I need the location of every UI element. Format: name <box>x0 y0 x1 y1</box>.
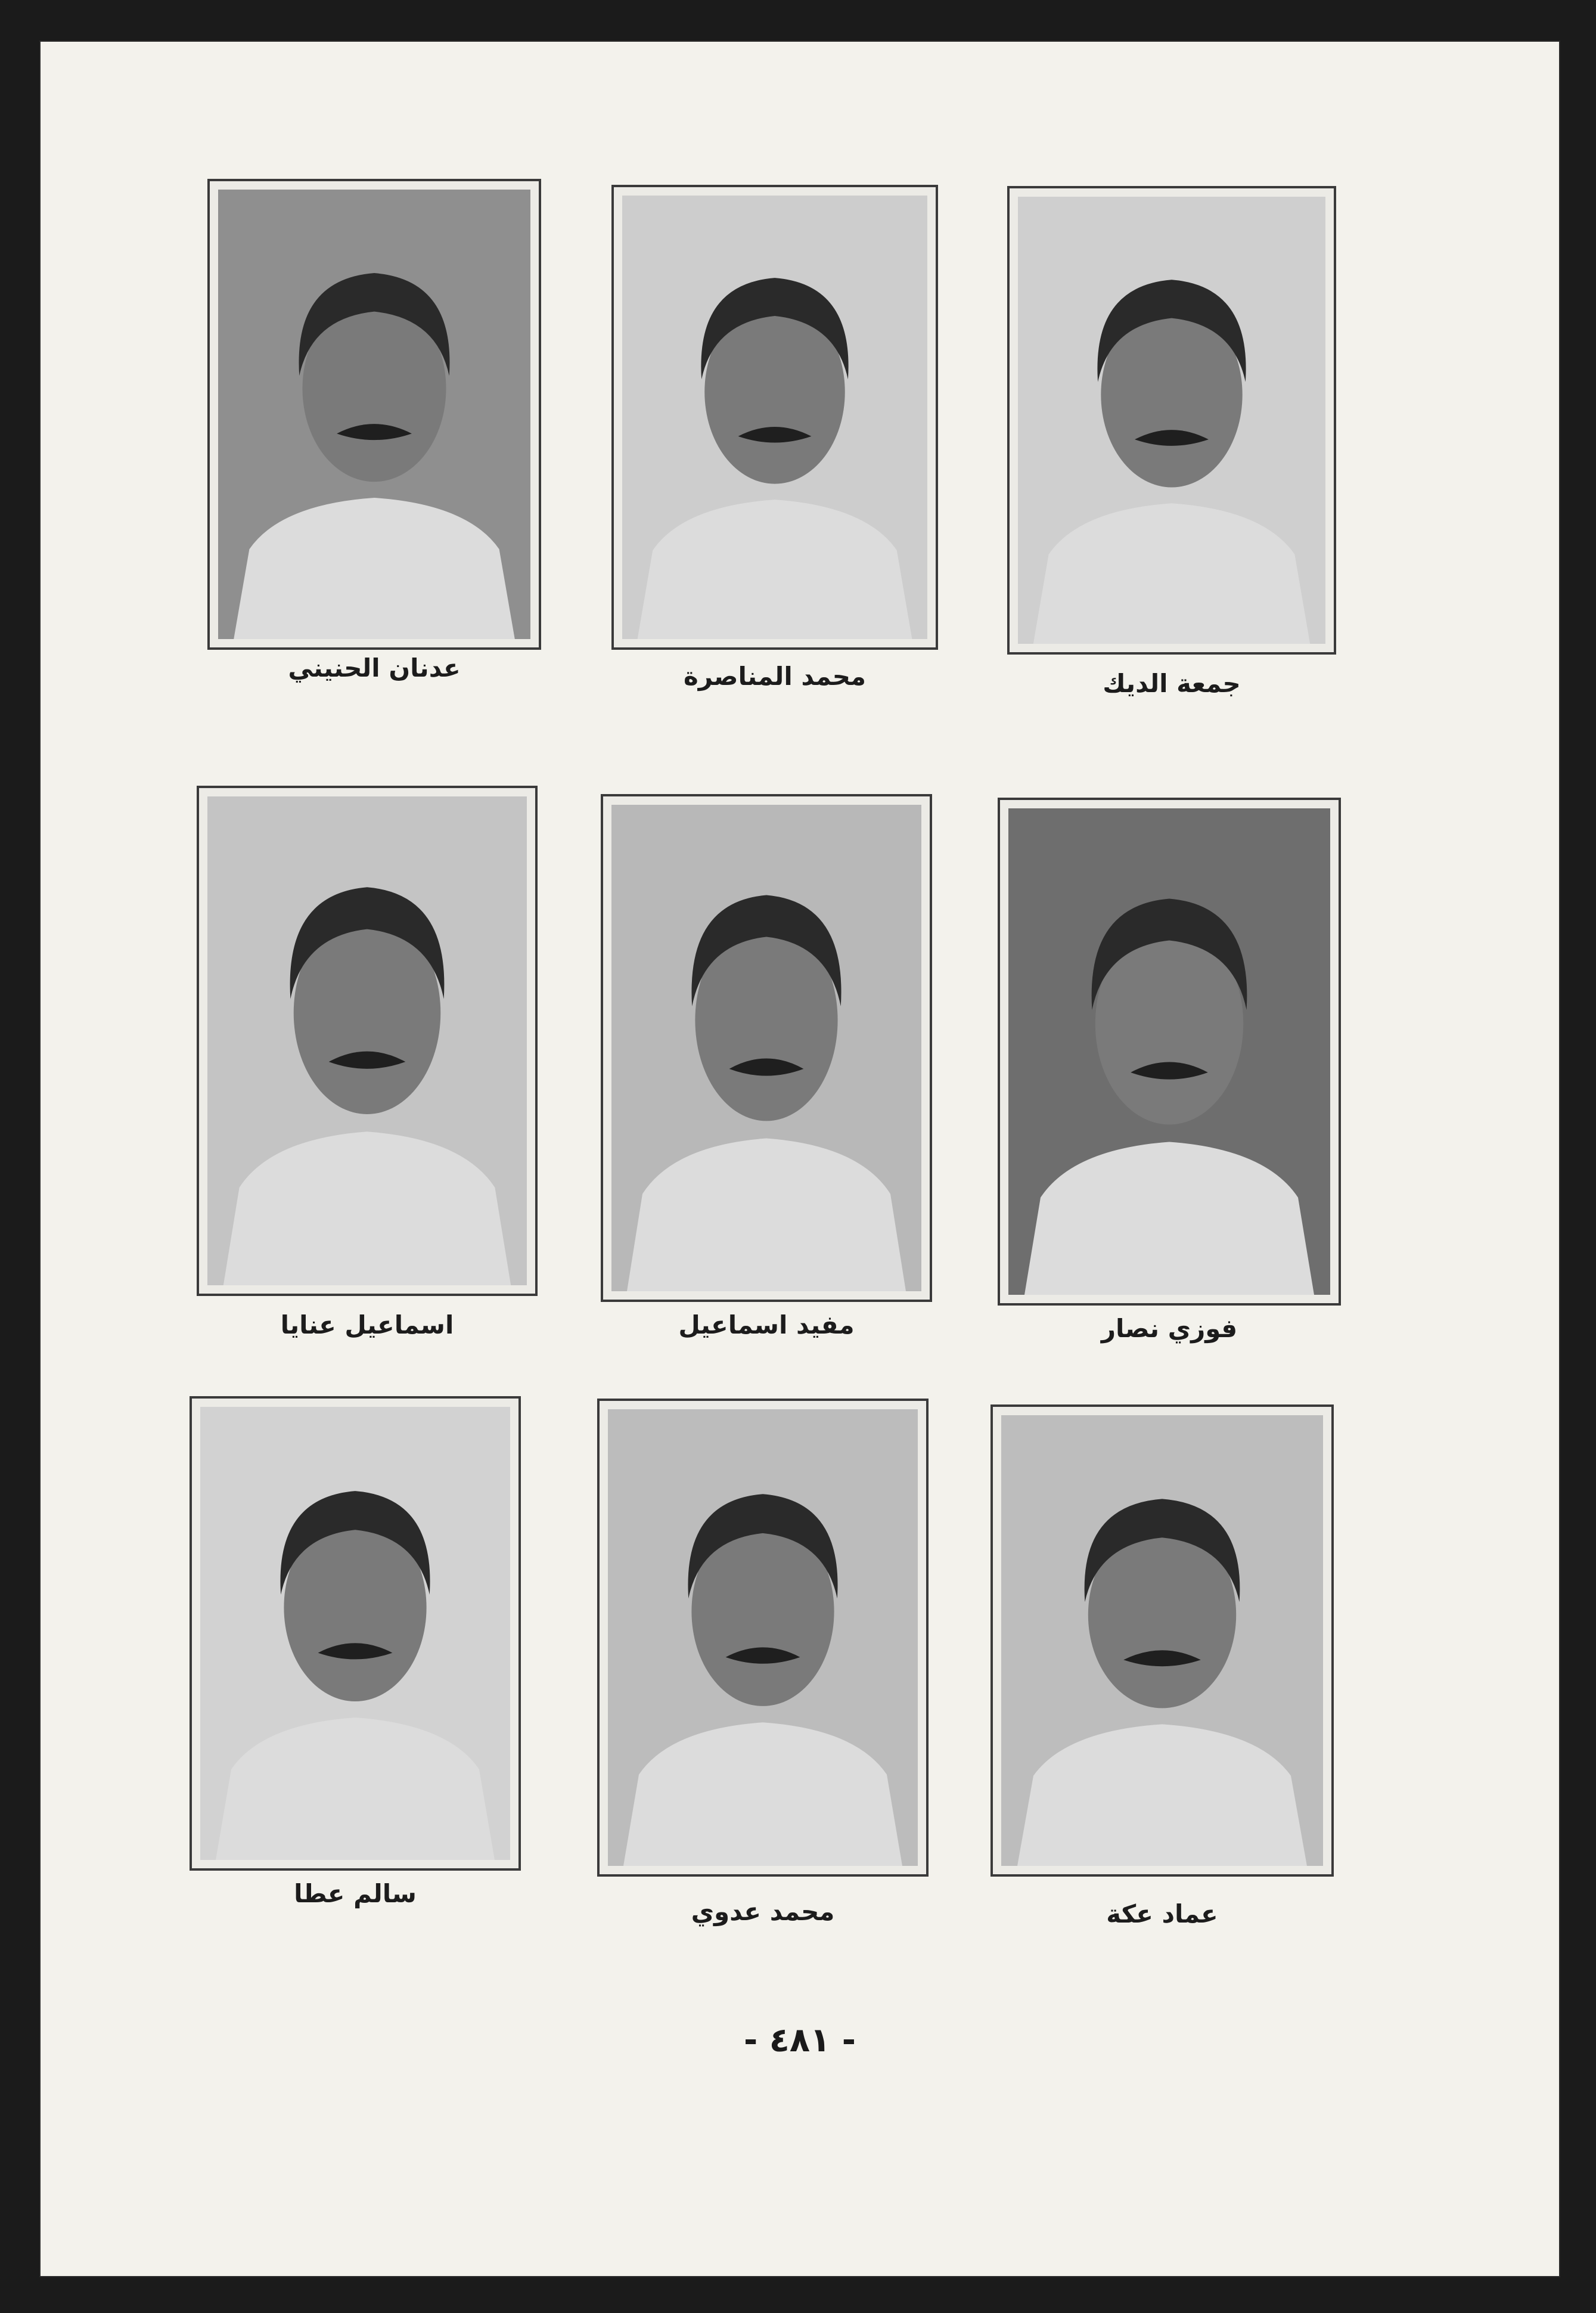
portrait-silhouette <box>200 1407 510 1860</box>
portrait-silhouette <box>207 796 527 1285</box>
portrait-name: عماد عكة <box>1106 1899 1218 1928</box>
photo-frame <box>190 1396 521 1871</box>
photo-frame <box>207 179 541 650</box>
portrait-name: عدنان الحنيني <box>288 653 461 683</box>
photo-frame <box>597 1399 929 1877</box>
portrait-photo <box>1018 197 1325 644</box>
portrait-name: فوزي نصار <box>1101 1314 1238 1343</box>
portrait-photo <box>622 196 927 639</box>
portrait-photo <box>200 1407 510 1860</box>
portrait-photo <box>1001 1415 1323 1866</box>
portrait-card <box>998 798 1341 1343</box>
photo-frame <box>998 798 1341 1306</box>
photo-frame <box>601 794 932 1302</box>
portrait-photo <box>207 796 527 1285</box>
portrait-name: اسماعيل عنايا <box>280 1310 454 1340</box>
portrait-name: محمد المناصرة <box>683 662 867 691</box>
page-number: - ٤٨١ - <box>743 2021 856 2060</box>
document-page <box>41 42 1559 2276</box>
portrait-photo <box>608 1409 918 1866</box>
portrait-card <box>197 786 538 1340</box>
portrait-card <box>990 1404 1334 1928</box>
portrait-name: محمد عدوي <box>691 1897 835 1926</box>
portrait-card <box>190 1396 521 1908</box>
portrait-silhouette <box>1001 1415 1323 1866</box>
portrait-name: جمعة الديك <box>1103 669 1241 698</box>
photo-frame <box>990 1404 1334 1877</box>
portrait-photo <box>611 805 921 1291</box>
portrait-silhouette <box>611 805 921 1291</box>
photo-frame <box>1007 186 1336 655</box>
portrait-name: مفيد اسماعيل <box>678 1310 855 1340</box>
portrait-card <box>611 185 938 691</box>
portrait-card <box>597 1399 929 1926</box>
portrait-silhouette <box>1008 808 1330 1295</box>
portrait-name: سالم عطا <box>294 1879 417 1908</box>
portrait-silhouette <box>608 1409 918 1866</box>
portrait-card <box>601 794 932 1340</box>
photo-frame <box>611 185 938 650</box>
portrait-card <box>1007 186 1336 698</box>
portrait-silhouette <box>622 196 927 639</box>
portrait-silhouette <box>218 190 530 639</box>
portrait-silhouette <box>1018 197 1325 644</box>
photo-frame <box>197 786 538 1296</box>
portrait-photo <box>218 190 530 639</box>
portrait-photo <box>1008 808 1330 1295</box>
portrait-card <box>207 179 541 683</box>
